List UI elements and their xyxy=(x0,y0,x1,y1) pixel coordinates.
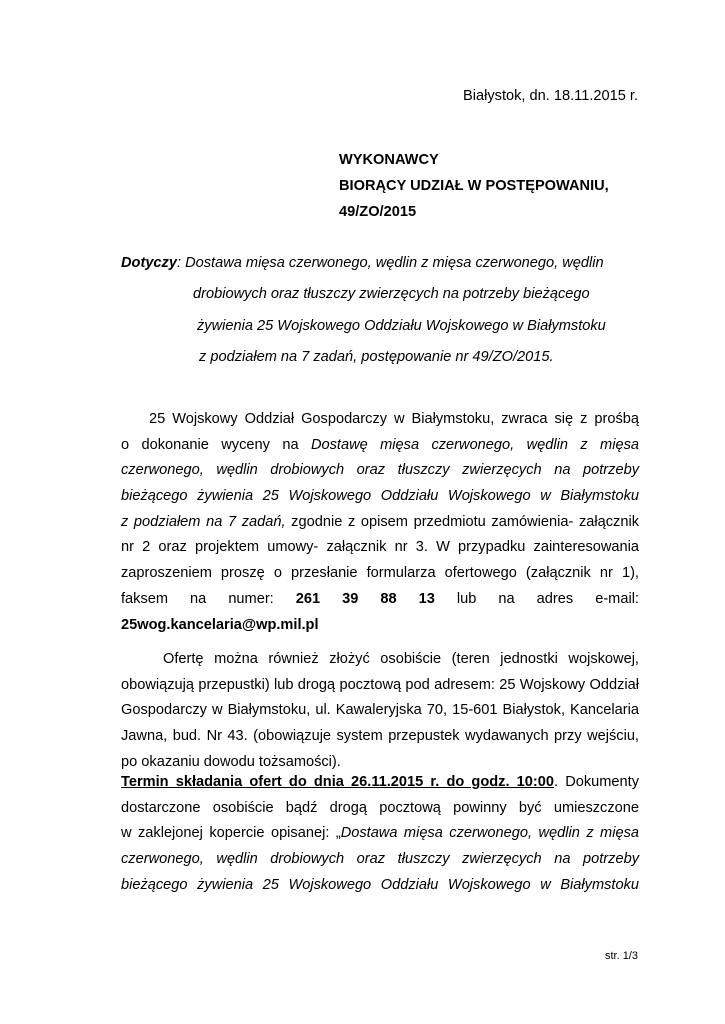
paragraph-request xyxy=(121,407,639,638)
subject-line-3: żywienia 25 Wojskowego Oddziału Wojskowego w Białymstoku xyxy=(197,318,606,334)
p1-line-6: nr 2 oraz projektem umowy- załącznik nr 3. W przypadku zainteresowania xyxy=(121,539,639,556)
p2-line-3: Gospodarczy w Białymstoku, ul. Kawaleryjska 70, 15-601 Białystok, Kancelaria xyxy=(121,702,639,719)
subject-line-2: drobiowych oraz tłuszczy zwierzęcych na potrzeby bieżącego xyxy=(193,286,590,302)
p1-line-2 xyxy=(121,433,639,459)
document-date: Białystok, dn. 18.11.2015 r. xyxy=(463,88,638,104)
fax-number: 261 39 88 13 xyxy=(295,590,435,607)
addressee-line-2: BIORĄCY UDZIAŁ W POSTĘPOWANIU, xyxy=(339,178,609,194)
p3-line-4: czerwonego, wędlin drobiowych oraz tłuszczy zwierzęcych na potrzeby xyxy=(121,851,639,868)
addressee-line-1: WYKONAWCY xyxy=(339,152,439,168)
p2-line-2: obowiązują przepustki) lub drogą pocztową pod adresem: 25 Wojskowy Oddział xyxy=(121,676,639,693)
p2-line-5: po okazaniu dowodu tożsamości). xyxy=(121,753,341,770)
p1-line-5a: z podziałem na 7 zadań, xyxy=(121,513,286,530)
p1-line-4: bieżącego żywienia 25 Wojskowego Oddziału Wojskowego w Białymstoku xyxy=(121,488,639,505)
addressee-line-3: 49/ZO/2015 xyxy=(339,204,417,220)
page-number: str. 1/3 xyxy=(604,950,638,962)
paragraph-delivery xyxy=(121,647,639,775)
p3-line-3 xyxy=(121,821,639,847)
subject-line-4: z podziałem na 7 zadań, postępowanie nr 49/ZO/2015. xyxy=(199,349,554,365)
p1-line-5b: zgodnie z opisem przedmiotu zamówienia- załącznik xyxy=(285,513,639,530)
p1-line-3: czerwonego, wędlin drobiowych oraz tłuszczy zwierzęcych na potrzeby xyxy=(121,462,639,479)
p1-line-2b: Dostawę mięsa czerwonego, wędlin z mięsa xyxy=(310,436,639,453)
subject-label: Dotyczy xyxy=(121,255,177,271)
p3-line-5: bieżącego żywienia 25 Wojskowego Oddziału Wojskowego w Białymstoku xyxy=(121,876,639,893)
email-address[interactable]: 25wog.kancelaria@wp.mil.pl xyxy=(121,616,319,633)
p1-line-1: 25 Wojskowy Oddział Gospodarczy w Białymstoku, zwraca się z prośbą xyxy=(149,411,639,427)
p1-line-2a: o dokonanie wyceny na xyxy=(121,436,311,453)
p1-line-8a: faksem na numer: xyxy=(121,590,296,607)
p3-line-1 xyxy=(121,770,639,796)
p3-line-2: dostarczone osobiście bądź drogą pocztową powinny być umieszczone xyxy=(121,799,639,816)
p1-line-7: zaproszeniem proszę o przesłanie formularza ofertowego (załącznik nr 1), xyxy=(121,565,639,582)
p1-line-5 xyxy=(121,510,639,536)
subject-text-1: Dostawa mięsa czerwonego, wędlin z mięsa czerwonego, wędlin xyxy=(185,255,604,271)
p3-line-3a: w zaklejonej kopercie opisanej: „ xyxy=(121,825,341,842)
paragraph-deadline xyxy=(121,770,639,898)
p2-line-4: Jawna, bud. Nr 43. (obowiązuje system przepustek wydawanych przy wejściu, xyxy=(121,728,639,745)
p2-line-1: Ofertę można również złożyć osobiście (teren jednostki wojskowej, xyxy=(163,651,639,667)
p1-line-8b: lub na adres e-mail: xyxy=(434,590,639,607)
deadline-text: Termin składania ofert do dnia 26.11.2015 r. do godz. 10:00 xyxy=(121,774,554,790)
p3-line-3b: Dostawa mięsa czerwonego, wędlin z mięsa xyxy=(340,825,639,842)
p3-line-1b: . Dokumenty xyxy=(554,774,640,790)
subject-line-1: Dotyczy: Dostawa mięsa czerwonego, wędlin z mięsa czerwonego, wędlin xyxy=(121,255,604,271)
p1-line-8 xyxy=(121,587,639,613)
